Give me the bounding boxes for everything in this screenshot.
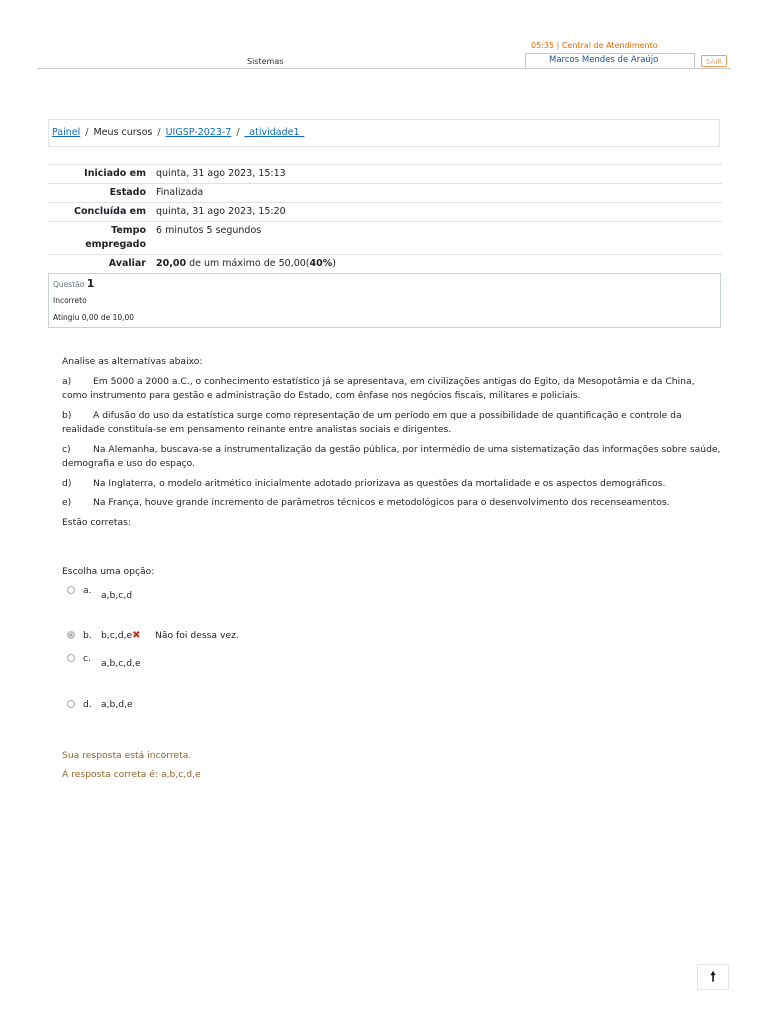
started-label: Iniciado em (84, 168, 146, 179)
breadcrumb-course-link[interactable]: UIGSP-2023-7 (165, 127, 232, 138)
back-to-top-button[interactable] (697, 964, 729, 990)
breadcrumb-my-courses: Meus cursos (93, 127, 153, 138)
statement-e (62, 496, 722, 511)
logout-button[interactable]: SAIR (701, 55, 727, 67)
summary-row-state (48, 184, 722, 203)
question-mark: Atingiu 0,00 de 10,00 (53, 313, 135, 322)
statement-text: A difusão do uso da estatística surge como representação de um período em que a possibilidade de quantificação e controle da realidade constituía-se em pensamento reinante entre analistas sociais e dirigentes. (62, 409, 682, 435)
statement-label: a) (62, 375, 72, 387)
question-number-value: 1 (86, 277, 95, 290)
option-text-wrap (101, 630, 141, 641)
question-closing: Estão corretas: (62, 516, 131, 528)
grade-label: Avaliar (108, 258, 146, 269)
option-text: a,b,c,d (101, 590, 133, 601)
state-label: Estado (109, 187, 146, 198)
statement-text: Na Inglaterra, o modelo aritmético inicialmente adotado priorizava as questões da mortalidade e os aspectos demográficos. (93, 477, 666, 489)
option-text: b,c,d,e (101, 630, 133, 641)
statement-label: b) (62, 409, 72, 421)
help-center-link[interactable]: Central de Atendimento (561, 41, 658, 50)
breadcrumb-divider: / (85, 127, 89, 138)
systems-menu[interactable]: Sistemas (247, 57, 284, 66)
statement-label: c) (62, 443, 71, 455)
header-separator: | (556, 41, 560, 50)
completed-label: Concluída em (73, 206, 146, 217)
question-intro: Analise as alternativas abaixo: (62, 356, 203, 367)
time-taken-label: Tempo empregado (85, 225, 146, 250)
statement-c (62, 443, 722, 472)
statement-label: e) (62, 497, 72, 508)
option-text: a,b,d,e (101, 699, 133, 710)
correct-answer-feedback: A resposta correta é: a,b,c,d,e (62, 769, 201, 780)
statement-d (62, 477, 722, 492)
option-a-radio[interactable] (67, 586, 75, 594)
breadcrumb-activity-link[interactable]: _atividade1_ (244, 127, 305, 138)
summary-row-completed (48, 203, 722, 222)
time-taken-value: 6 minutos 5 segundos (156, 225, 262, 236)
arrow-up-icon: 🠕 (710, 970, 716, 985)
summary-row-grade (48, 255, 722, 274)
statement-label: d) (62, 477, 72, 489)
statement-b (62, 409, 722, 438)
question-number (53, 277, 94, 290)
choose-option-prompt: Escolha uma opção: (62, 566, 155, 577)
option-b[interactable] (67, 630, 367, 644)
question-info-box (48, 273, 721, 328)
question-label: Questão (53, 280, 85, 289)
option-d-radio[interactable] (67, 700, 75, 708)
option-letter: c. (83, 653, 91, 664)
grade-close: ) (332, 258, 336, 269)
option-letter: a. (83, 585, 92, 596)
user-name[interactable]: Marcos Mendes de Araújo (549, 55, 659, 65)
option-letter: b. (83, 630, 92, 641)
started-value: quinta, 31 ago 2023, 15:13 (156, 168, 286, 179)
clock-time: 05:35 (531, 41, 555, 50)
option-feedback: Não foi dessa vez. (155, 630, 239, 641)
question-state: Incorreto (53, 296, 87, 305)
option-d[interactable] (67, 699, 267, 713)
summary-row-time (48, 222, 722, 255)
statement-text: Em 5000 a 2000 a.C., o conhecimento estatístico já se apresentava, em civilizações antigas do Egito, da Mesopotâmia e da China, como instrumento para gestão e administração do Estado, com ênfase nos negócios fiscais, militares e policiais. (62, 375, 695, 401)
incorrect-feedback: Sua resposta está incorreta. (62, 750, 192, 761)
attempt-summary-table (48, 164, 722, 274)
option-letter: d. (83, 699, 92, 710)
summary-row-started (48, 165, 722, 184)
grade-value (151, 255, 722, 274)
statement-a (62, 375, 722, 404)
breadcrumb-divider: / (236, 127, 240, 138)
breadcrumb-divider: / (157, 127, 161, 138)
breadcrumb-home-link[interactable]: Painel (52, 127, 81, 138)
option-c[interactable] (67, 653, 267, 673)
option-text: a,b,c,d,e (101, 658, 141, 669)
breadcrumb (52, 127, 304, 138)
header-divider (37, 68, 731, 69)
completed-value: quinta, 31 ago 2023, 15:20 (156, 206, 286, 217)
grade-max: de um máximo de 50,00( (186, 258, 310, 269)
option-a[interactable] (67, 585, 267, 605)
question-text (62, 355, 722, 535)
grade-percent: 40% (309, 258, 333, 269)
header-time-info (531, 41, 658, 50)
state-value: Finalizada (156, 187, 204, 198)
statement-text: Na Alemanha, buscava-se a instrumentalização da gestão pública, por intermédio de uma sistematização das informações sobre saúde, demografia e uso do espaço. (62, 443, 721, 469)
option-b-radio[interactable] (67, 631, 75, 639)
option-c-radio[interactable] (67, 654, 75, 662)
grade-score: 20,00 (156, 258, 187, 269)
cross-icon: ✖ (132, 630, 141, 641)
statement-text: Na França, houve grande incremento de parâmetros técnicos e metodológicos para o desenvolvimento dos recenseamentos. (93, 497, 670, 508)
